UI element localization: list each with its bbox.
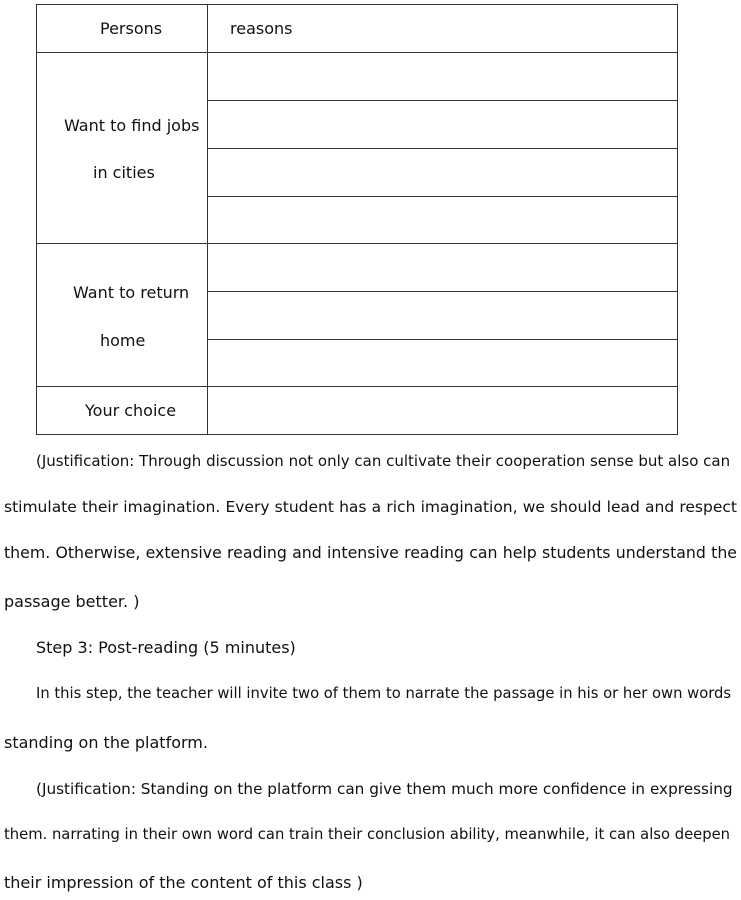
column-divider <box>207 5 208 434</box>
row2-divider <box>37 386 677 387</box>
justification1-line2: stimulate their imagination. Every student has a rich imagination, we should lead and respect <box>4 498 737 516</box>
justification2-line2: them. narrating in their own word can train their conclusion ability, meanwhile, it can also deepen <box>4 826 730 843</box>
reasons-table <box>36 4 678 435</box>
header-persons: Persons <box>100 19 163 38</box>
person-row2-line1: Want to return <box>73 283 190 302</box>
reason-line <box>208 291 677 292</box>
justification2-line3: their impression of the content of this class ) <box>4 873 363 892</box>
justification1-line3: them. Otherwise, extensive reading and intensive reading can help students understand the <box>4 543 737 562</box>
header-reasons: reasons <box>230 19 293 38</box>
reason-line <box>208 339 677 340</box>
person-row1-line2: in cities <box>93 163 155 182</box>
person-row3-line1: Your choice <box>85 401 177 420</box>
justification1-line1: (Justification: Through discussion not only can cultivate their cooperation sense but also can <box>36 452 731 470</box>
person-row2-line2: home <box>100 331 146 350</box>
step3-heading: Step 3: Post-reading (5 minutes) <box>36 638 296 657</box>
justification2-line1: (Justification: Standing on the platform can give them much more confidence in expressing <box>36 780 733 798</box>
step3-line1: In this step, the teacher will invite two of them to narrate the passage in his or her own words <box>36 685 732 702</box>
justification1-line4: passage better. ) <box>4 592 140 611</box>
step3-line2: standing on the platform. <box>4 733 208 752</box>
person-row1-line1: Want to find jobs <box>64 116 200 135</box>
reason-line <box>208 100 677 101</box>
reason-line <box>208 196 677 197</box>
header-row-divider <box>37 52 677 53</box>
row1-divider <box>37 243 677 244</box>
reason-line <box>208 148 677 149</box>
